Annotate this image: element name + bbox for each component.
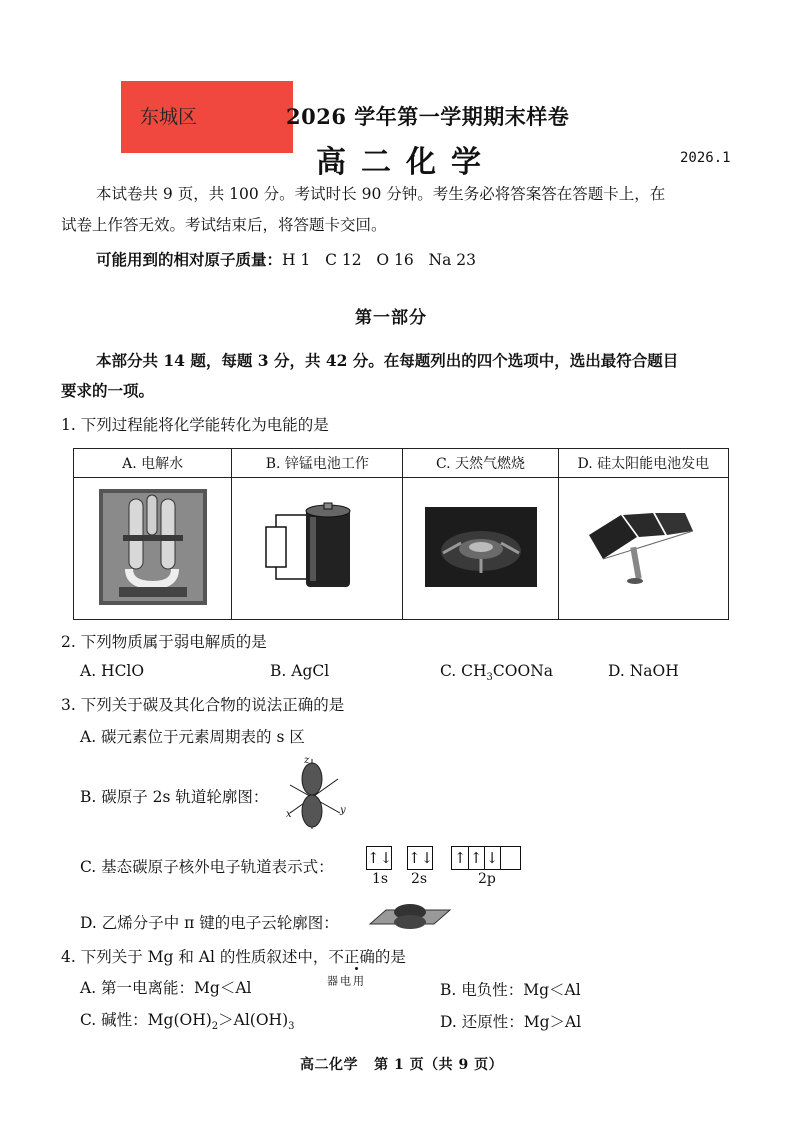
- axis-x-label: x: [286, 809, 292, 820]
- q2-stem: 2. 下列物质属于弱电解质的是: [61, 633, 267, 651]
- exam-title: 2026 学年第一学期期末样卷: [286, 104, 570, 129]
- q4-option-c: [80, 1008, 295, 1032]
- district-label: 东城区: [140, 106, 198, 128]
- appliance-label: 用电器: [325, 974, 365, 986]
- orbital-2s-arrows: ↑↓: [408, 849, 434, 867]
- orbital-1s-arrows: ↑↓: [367, 849, 393, 867]
- q4-option-c-sub1: 2: [211, 1021, 219, 1033]
- emphasis-dot: [355, 967, 358, 970]
- p-orbital-diagram: [282, 755, 352, 833]
- q2-option-a: A. HClO: [80, 662, 145, 680]
- solar-panel-image: [558, 478, 728, 620]
- orbital-box-1s: [366, 846, 392, 870]
- exam-date: 2026.1: [680, 150, 731, 166]
- orbital-box-2s: [407, 846, 433, 870]
- q4-option-d: D. 还原性：Mg＞Al: [440, 1013, 582, 1031]
- q1-option-d: D. 硅太阳能电池发电: [558, 449, 728, 478]
- electrolysis-apparatus-image: [74, 478, 232, 620]
- atomic-mass-label: 可能用到的相对原子质量：: [96, 250, 283, 269]
- part-title: 第一部分: [355, 308, 427, 328]
- q3-option-a: A. 碳元素位于元素周期表的 s 区: [80, 728, 305, 746]
- q3-option-c: C. 基态碳原子核外电子轨道表示式：: [80, 858, 334, 876]
- subject-title: 高二化学: [316, 145, 496, 180]
- q1-stem: 1. 下列过程能将化学能转化为电能的是: [61, 416, 329, 434]
- orbital-2p-1: ↑: [452, 847, 469, 869]
- pi-bond-diagram: [366, 902, 454, 930]
- q1-option-a: A. 电解水: [74, 449, 232, 478]
- orbital-label-2s: 2s: [411, 871, 428, 887]
- q2-option-c: [440, 662, 553, 683]
- orbital-box-2p: [451, 846, 521, 870]
- q4-option-a: A. 第一电离能：Mg＜Al: [80, 979, 252, 997]
- atomic-mass-line: [96, 249, 476, 271]
- part-instructions-1: 本部分共 14 题，每题 3 分，共 42 分。在每题列出的四个选项中，选出最符合题目: [96, 351, 679, 370]
- axis-z-label: z: [304, 755, 310, 766]
- gas-stove-image: [403, 478, 558, 620]
- q2-option-d: D. NaOH: [608, 662, 679, 680]
- axis-y-label: y: [340, 805, 346, 816]
- orbital-2p-3: ↓: [484, 847, 501, 869]
- q3-option-b: B. 碳原子 2s 轨道轮廓图：: [80, 788, 269, 806]
- q3-stem: 3. 下列关于碳及其化合物的说法正确的是: [61, 696, 345, 714]
- q1-option-b: B. 锌锰电池工作: [232, 449, 403, 478]
- q4-option-c-mid: ＞Al(OH): [218, 1011, 289, 1029]
- orbital-label-2p: 2p: [478, 871, 496, 887]
- q4-option-c-sub2: 3: [288, 1021, 295, 1033]
- q3-option-d: D. 乙烯分子中 π 键的电子云轮廓图：: [80, 914, 339, 932]
- q4-stem: 4. 下列关于 Mg 和 Al 的性质叙述中，不正确的是: [61, 948, 406, 966]
- q2-option-c-prefix: C. CH: [440, 662, 487, 680]
- q4-option-c-prefix: C. 碱性：Mg(OH): [80, 1011, 212, 1029]
- q2-option-b: B. AgCl: [270, 662, 330, 680]
- orbital-label-1s: 1s: [372, 871, 389, 887]
- atomic-mass-values: H 1 C 12 O 16 Na 23: [282, 251, 476, 269]
- page-footer: 高二化学 第 1 页（共 9 页）: [300, 1057, 504, 1073]
- intro-line-2: 试卷上作答无效。考试结束后，将答题卡交回。: [61, 216, 387, 234]
- part-instructions-2: 要求的一项。: [61, 381, 155, 400]
- q1-option-c: C. 天然气燃烧: [403, 449, 558, 478]
- intro-line-1: 本试卷共 9 页，共 100 分。考试时长 90 分钟。考生务必将答案答在答题卡上，在: [96, 185, 666, 203]
- orbital-2p-2: ↑: [468, 847, 485, 869]
- q2-option-c-suffix: COONa: [492, 662, 553, 680]
- q4-option-b: B. 电负性：Mg＜Al: [440, 981, 581, 999]
- q2-option-c-sub: 3: [486, 672, 493, 684]
